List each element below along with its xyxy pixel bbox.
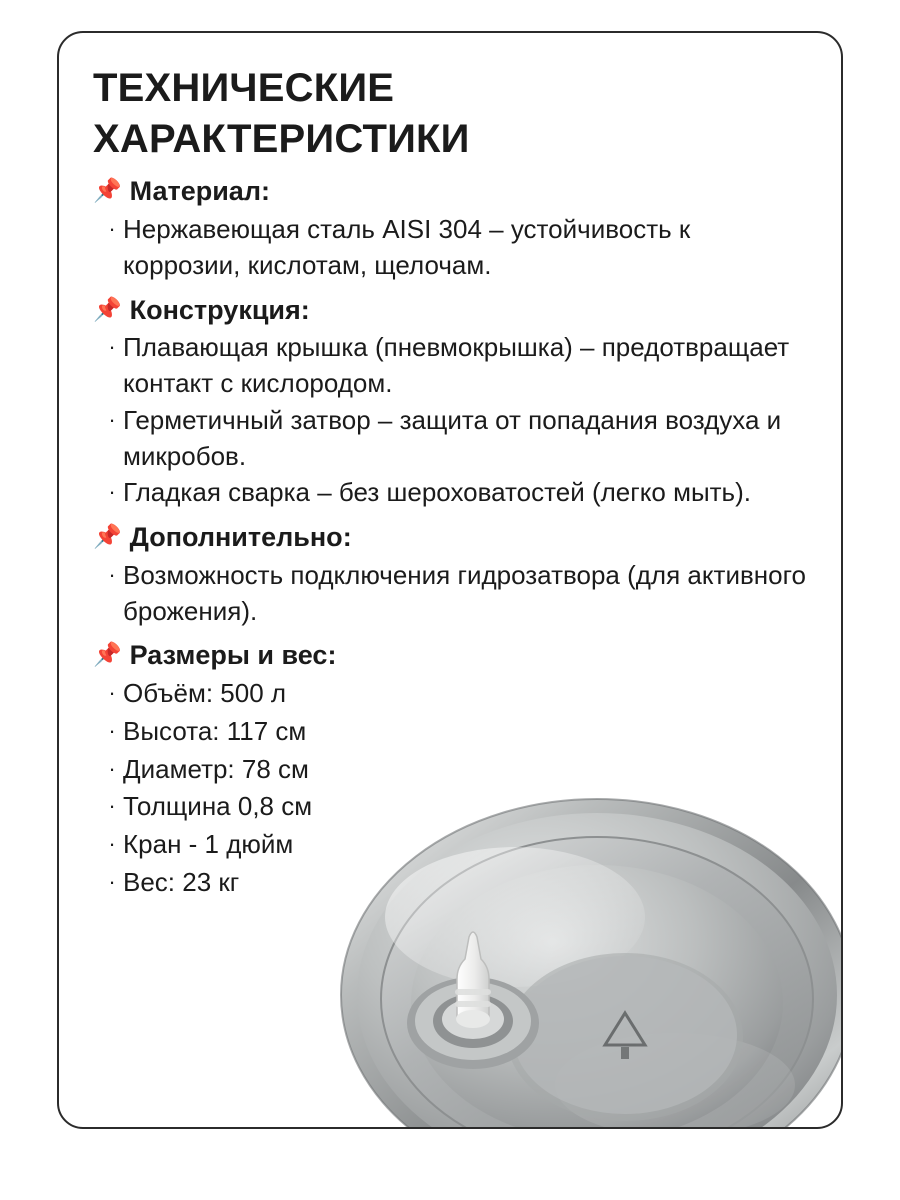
section-label: Конструкция: [129, 294, 301, 325]
list-item: [101, 865, 807, 901]
section-label: Дополнительно: [129, 522, 343, 553]
bullet-list-material: [93, 212, 807, 284]
list-item: [101, 752, 807, 788]
list-item: [101, 714, 807, 750]
list-item: [101, 330, 807, 402]
section-construction: [93, 294, 807, 512]
bullet-dot-icon: ·: [108, 333, 116, 359]
list-item-text: Гладкая сварка – без шероховатостей (легко мыть).: [123, 477, 751, 508]
list-item-text: Герметичный затвор – защита от попадания воздуха и микробов.: [123, 404, 782, 471]
pushpin-icon: 📌: [93, 641, 122, 668]
pushpin-icon: 📌: [93, 177, 122, 204]
section-label: Материал: [129, 176, 261, 207]
list-item-text: Нержавеющая сталь AISI 304 – устойчивость к коррозии, кислотам, щелочам.: [123, 213, 691, 280]
list-item: [101, 212, 807, 284]
list-item-text: Плавающая крышка (пневмокрышка) – предотвращает контакт с кислородом.: [123, 331, 790, 398]
section-heading-dimensions: [93, 639, 807, 671]
page-title: ТЕХНИЧЕСКИЕ ХАРАКТЕРИСТИКИ: [93, 66, 470, 162]
bullet-dot-icon: ·: [108, 479, 116, 505]
bullet-dot-icon: ·: [108, 869, 116, 895]
specs-content: [59, 33, 841, 901]
list-item: [101, 403, 807, 475]
list-item-text: Диаметр: 78 см: [123, 753, 309, 784]
list-item: [101, 676, 807, 712]
section-colon: :: [327, 640, 337, 671]
bullet-dot-icon: ·: [108, 215, 116, 241]
bullet-dot-icon: ·: [108, 793, 116, 819]
list-item-text: Кран - 1 дюйм: [123, 829, 294, 860]
specs-card: [57, 31, 843, 1129]
section-heading-additional: [93, 521, 807, 553]
section-dimensions: [93, 639, 807, 901]
pushpin-icon: 📌: [93, 295, 122, 322]
section-heading-material: [93, 175, 807, 207]
list-item-text: Вес: 23 кг: [123, 867, 240, 898]
section-additional: [93, 521, 807, 629]
list-item-text: Высота: 117 см: [123, 715, 307, 746]
pushpin-icon: 📌: [93, 523, 122, 550]
bullet-dot-icon: ·: [108, 831, 116, 857]
bullet-list-dimensions: [93, 676, 807, 901]
bullet-dot-icon: ·: [108, 561, 116, 587]
bullet-dot-icon: ·: [108, 679, 116, 705]
list-item: [101, 789, 807, 825]
bullet-list-additional: [93, 558, 807, 630]
list-item: [101, 827, 807, 863]
bullet-dot-icon: ·: [108, 406, 116, 432]
section-label: Размеры и вес: [129, 640, 328, 671]
section-heading-construction: [93, 294, 807, 326]
list-item-text: Толщина 0,8 см: [123, 791, 313, 822]
section-material: [93, 175, 807, 283]
section-colon: :: [260, 176, 270, 207]
list-item: [101, 558, 807, 630]
bullet-dot-icon: ·: [108, 717, 116, 743]
list-item-text: Возможность подключения гидрозатвора (для активного брожения).: [123, 559, 806, 626]
list-item: [101, 475, 807, 511]
bullet-dot-icon: ·: [108, 755, 116, 781]
section-colon: :: [342, 522, 352, 553]
bullet-list-construction: [93, 330, 807, 511]
section-colon: :: [300, 294, 310, 325]
list-item-text: Объём: 500 л: [123, 677, 287, 708]
